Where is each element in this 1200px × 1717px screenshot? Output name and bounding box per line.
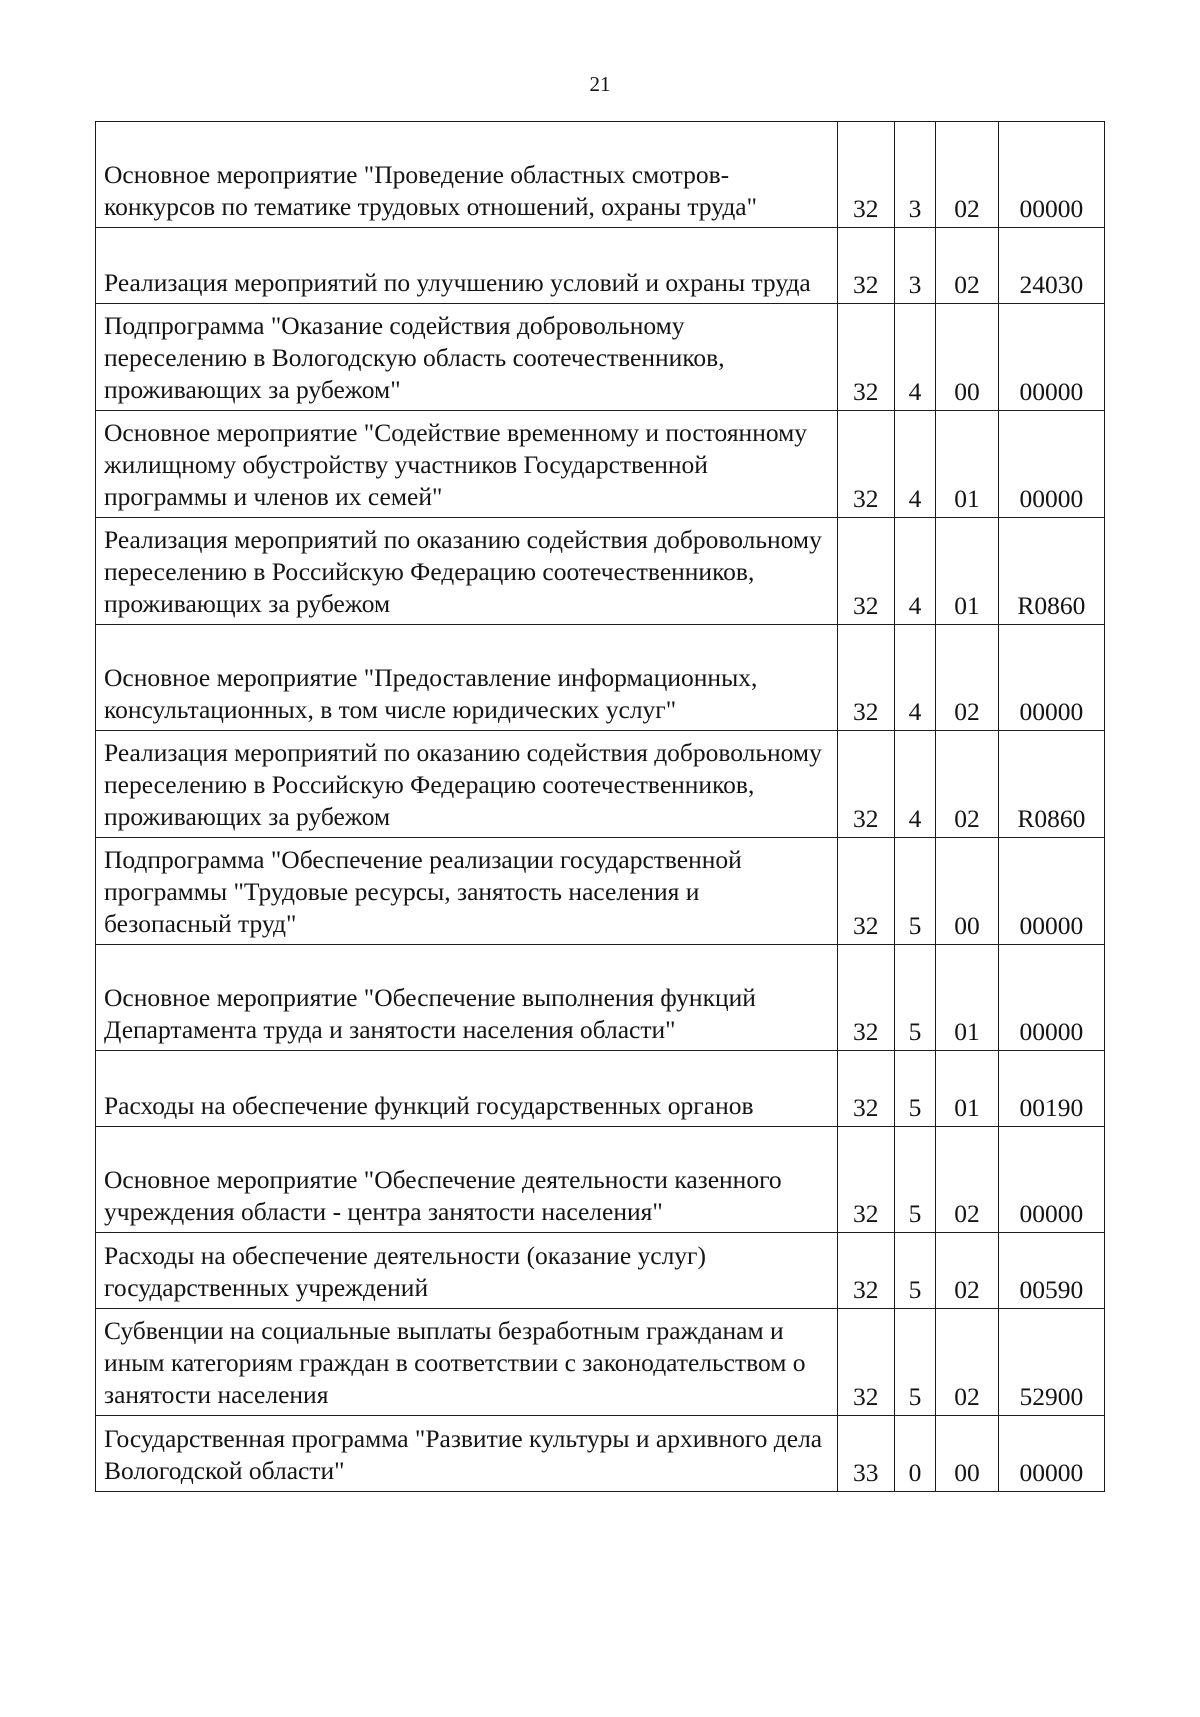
main-activity-code-cell: 01 xyxy=(936,1051,999,1127)
expense-name-cell: Подпрограмма "Обеспечение реализации государственной программы "Трудовые ресурсы, занятость населения и безопасный труд" xyxy=(96,838,838,945)
main-activity-code-cell: 01 xyxy=(936,945,999,1051)
table-row xyxy=(96,625,1105,731)
subprogram-code-cell: 5 xyxy=(894,1051,935,1127)
expense-name-cell: Расходы на обеспечение деятельности (оказание услуг) государственных учреждений xyxy=(96,1233,838,1309)
subprogram-code-cell: 4 xyxy=(894,411,935,518)
expense-name-cell: Основное мероприятие "Проведение областных смотров-конкурсов по тематике трудовых отношений, охраны труда" xyxy=(96,122,838,228)
table-row xyxy=(96,1416,1105,1492)
direction-code-cell: 00000 xyxy=(998,304,1104,411)
direction-code-cell: R0860 xyxy=(998,731,1104,838)
table-row xyxy=(96,411,1105,518)
subprogram-code-cell: 5 xyxy=(894,1233,935,1309)
table-row xyxy=(96,1051,1105,1127)
direction-code-cell: 00000 xyxy=(998,1127,1104,1233)
subprogram-code-cell: 4 xyxy=(894,731,935,838)
table-row xyxy=(96,731,1105,838)
program-code-cell: 32 xyxy=(837,625,894,731)
program-code-cell: 32 xyxy=(837,304,894,411)
direction-code-cell: 00000 xyxy=(998,411,1104,518)
subprogram-code-cell: 5 xyxy=(894,1127,935,1233)
program-code-cell: 32 xyxy=(837,1127,894,1233)
main-activity-code-cell: 00 xyxy=(936,838,999,945)
expense-name-cell: Основное мероприятие "Содействие временному и постоянному жилищному обустройству участников Государственной программы и членов их семей" xyxy=(96,411,838,518)
program-code-cell: 32 xyxy=(837,945,894,1051)
program-code-cell: 33 xyxy=(837,1416,894,1492)
main-activity-code-cell: 02 xyxy=(936,228,999,304)
expense-name-cell: Реализация мероприятий по улучшению условий и охраны труда xyxy=(96,228,838,304)
program-code-cell: 32 xyxy=(837,1051,894,1127)
table-row xyxy=(96,518,1105,625)
direction-code-cell: 00590 xyxy=(998,1233,1104,1309)
subprogram-code-cell: 5 xyxy=(894,838,935,945)
main-activity-code-cell: 01 xyxy=(936,518,999,625)
main-activity-code-cell: 02 xyxy=(936,1127,999,1233)
table-row xyxy=(96,304,1105,411)
main-activity-code-cell: 02 xyxy=(936,1233,999,1309)
expense-name-cell: Расходы на обеспечение функций государственных органов xyxy=(96,1051,838,1127)
direction-code-cell: 52900 xyxy=(998,1309,1104,1416)
main-activity-code-cell: 02 xyxy=(936,625,999,731)
budget-classification-table xyxy=(95,121,1105,1492)
main-activity-code-cell: 00 xyxy=(936,1416,999,1492)
program-code-cell: 32 xyxy=(837,518,894,625)
direction-code-cell: 00000 xyxy=(998,945,1104,1051)
table-row xyxy=(96,1309,1105,1416)
table-body xyxy=(96,122,1105,1492)
table-row xyxy=(96,1233,1105,1309)
expense-name-cell: Основное мероприятие "Обеспечение выполнения функций Департамента труда и занятости населения области" xyxy=(96,945,838,1051)
main-activity-code-cell: 00 xyxy=(936,304,999,411)
table-row xyxy=(96,228,1105,304)
table-row xyxy=(96,945,1105,1051)
program-code-cell: 32 xyxy=(837,1233,894,1309)
direction-code-cell: R0860 xyxy=(998,518,1104,625)
table-row xyxy=(96,838,1105,945)
expense-name-cell: Субвенции на социальные выплаты безработным гражданам и иным категориям граждан в соответствии с законодательством о занятости населения xyxy=(96,1309,838,1416)
program-code-cell: 32 xyxy=(837,122,894,228)
expense-name-cell: Основное мероприятие "Предоставление информационных, консультационных, в том числе юридических услуг" xyxy=(96,625,838,731)
expense-name-cell: Реализация мероприятий по оказанию содействия добровольному переселению в Российскую Федерацию соотечественников, проживающих за рубежом xyxy=(96,518,838,625)
subprogram-code-cell: 5 xyxy=(894,1309,935,1416)
subprogram-code-cell: 3 xyxy=(894,122,935,228)
program-code-cell: 32 xyxy=(837,731,894,838)
subprogram-code-cell: 0 xyxy=(894,1416,935,1492)
program-code-cell: 32 xyxy=(837,1309,894,1416)
table-row xyxy=(96,122,1105,228)
direction-code-cell: 00190 xyxy=(998,1051,1104,1127)
expense-name-cell: Подпрограмма "Оказание содействия добровольному переселению в Вологодскую область соотечественников, проживающих за рубежом" xyxy=(96,304,838,411)
direction-code-cell: 00000 xyxy=(998,838,1104,945)
page-number: 21 xyxy=(589,72,611,96)
subprogram-code-cell: 4 xyxy=(894,518,935,625)
program-code-cell: 32 xyxy=(837,411,894,518)
main-activity-code-cell: 02 xyxy=(936,1309,999,1416)
direction-code-cell: 24030 xyxy=(998,228,1104,304)
subprogram-code-cell: 3 xyxy=(894,228,935,304)
direction-code-cell: 00000 xyxy=(998,625,1104,731)
expense-name-cell: Государственная программа "Развитие культуры и архивного дела Вологодской области" xyxy=(96,1416,838,1492)
expense-name-cell: Основное мероприятие "Обеспечение деятельности казенного учреждения области - центра занятости населения" xyxy=(96,1127,838,1233)
direction-code-cell: 00000 xyxy=(998,122,1104,228)
expense-name-cell: Реализация мероприятий по оказанию содействия добровольному переселению в Российскую Федерацию соотечественников, проживающих за рубежом xyxy=(96,731,838,838)
subprogram-code-cell: 4 xyxy=(894,625,935,731)
program-code-cell: 32 xyxy=(837,228,894,304)
main-activity-code-cell: 01 xyxy=(936,411,999,518)
main-activity-code-cell: 02 xyxy=(936,731,999,838)
main-activity-code-cell: 02 xyxy=(936,122,999,228)
subprogram-code-cell: 4 xyxy=(894,304,935,411)
table-row xyxy=(96,1127,1105,1233)
subprogram-code-cell: 5 xyxy=(894,945,935,1051)
direction-code-cell: 00000 xyxy=(998,1416,1104,1492)
program-code-cell: 32 xyxy=(837,838,894,945)
